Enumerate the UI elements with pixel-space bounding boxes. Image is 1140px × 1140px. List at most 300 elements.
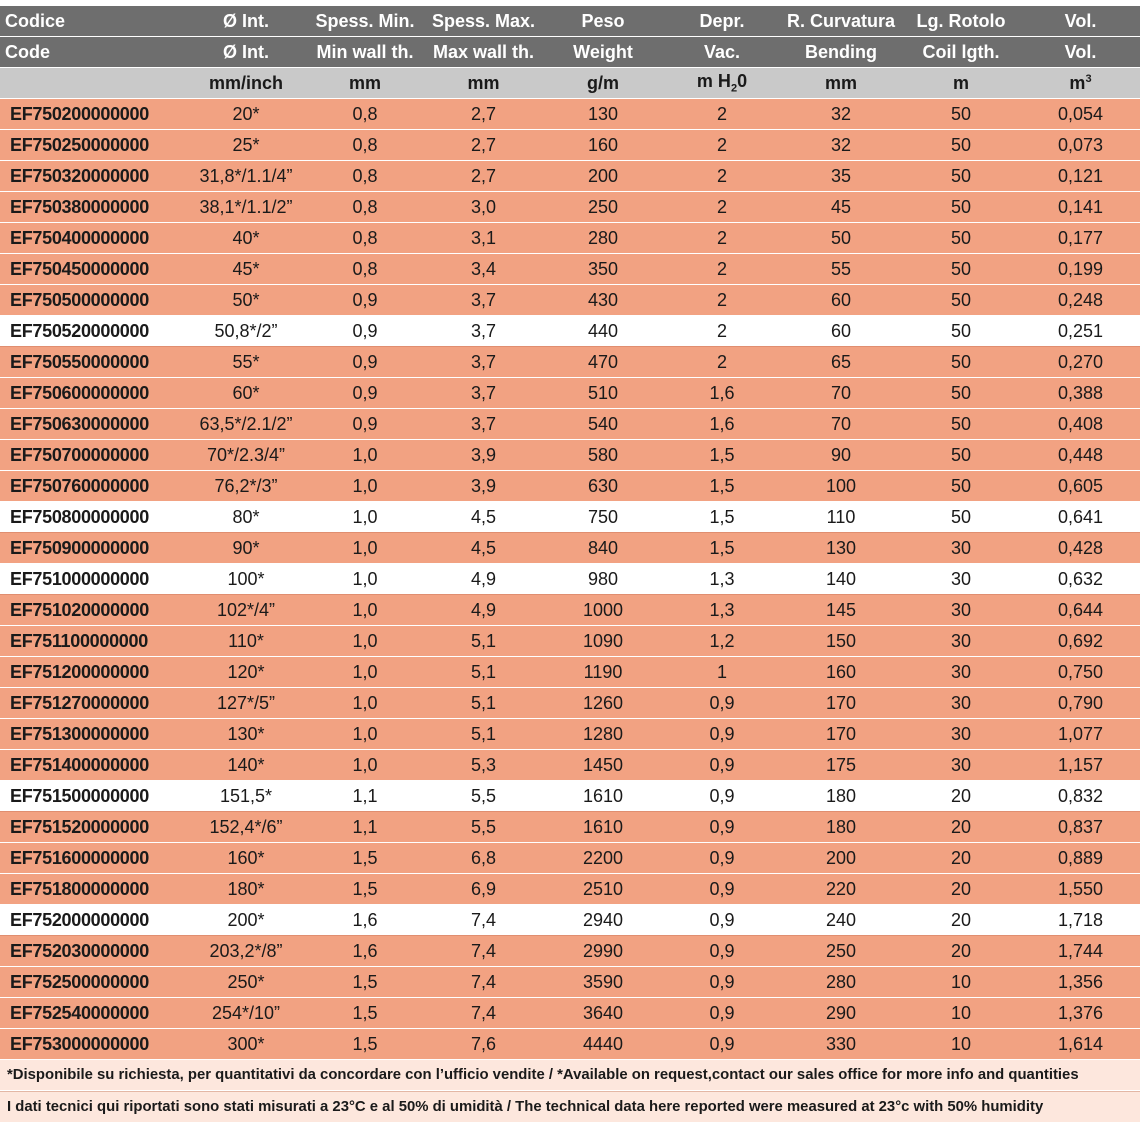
unit-max-wall: mm [424, 68, 543, 99]
cell-vacuum: 1,3 [663, 564, 781, 595]
cell-code: EF752500000000 [0, 967, 186, 998]
cell-volume: 0,832 [1021, 781, 1140, 812]
cell-volume: 0,750 [1021, 657, 1140, 688]
cell-coil-length: 30 [901, 533, 1021, 564]
cell-max-wall: 3,9 [424, 440, 543, 471]
cell-bending: 65 [781, 347, 901, 378]
cell-weight: 840 [543, 533, 663, 564]
header-bending-it: R. Curvatura [781, 6, 901, 37]
cell-max-wall: 3,4 [424, 254, 543, 285]
cell-diameter: 40* [186, 223, 306, 254]
cell-bending: 290 [781, 998, 901, 1029]
cell-coil-length: 20 [901, 812, 1021, 843]
cell-volume: 0,889 [1021, 843, 1140, 874]
cell-min-wall: 1,0 [306, 719, 424, 750]
cell-weight: 1450 [543, 750, 663, 781]
cell-vacuum: 1,5 [663, 440, 781, 471]
cell-coil-length: 30 [901, 750, 1021, 781]
cell-code: EF750200000000 [0, 99, 186, 130]
cell-code: EF751300000000 [0, 719, 186, 750]
cell-min-wall: 1,0 [306, 626, 424, 657]
cell-weight: 1280 [543, 719, 663, 750]
cell-weight: 3590 [543, 967, 663, 998]
cell-code: EF750400000000 [0, 223, 186, 254]
cell-volume: 0,177 [1021, 223, 1140, 254]
cell-coil-length: 10 [901, 1029, 1021, 1060]
cell-min-wall: 0,8 [306, 130, 424, 161]
cell-coil-length: 10 [901, 998, 1021, 1029]
table-row [0, 161, 1140, 192]
cell-vacuum: 1,2 [663, 626, 781, 657]
table-row [0, 564, 1140, 595]
cell-diameter: 160* [186, 843, 306, 874]
footnotes [0, 1060, 1140, 1123]
cell-vacuum: 2 [663, 285, 781, 316]
cell-min-wall: 0,9 [306, 409, 424, 440]
cell-bending: 32 [781, 130, 901, 161]
cell-coil-length: 30 [901, 626, 1021, 657]
cell-coil-length: 30 [901, 688, 1021, 719]
cell-coil-length: 20 [901, 781, 1021, 812]
cell-min-wall: 1,5 [306, 843, 424, 874]
cell-max-wall: 5,5 [424, 781, 543, 812]
cell-diameter: 152,4*/6” [186, 812, 306, 843]
cell-min-wall: 0,8 [306, 192, 424, 223]
cell-diameter: 151,5* [186, 781, 306, 812]
cell-min-wall: 0,9 [306, 347, 424, 378]
cell-weight: 4440 [543, 1029, 663, 1060]
table-row [0, 719, 1140, 750]
cell-volume: 1,744 [1021, 936, 1140, 967]
cell-bending: 45 [781, 192, 901, 223]
table-row [0, 1029, 1140, 1060]
header-coil-en: Coil lgth. [901, 37, 1021, 68]
table-row [0, 502, 1140, 533]
cell-min-wall: 0,8 [306, 161, 424, 192]
table-row [0, 440, 1140, 471]
cell-code: EF750760000000 [0, 471, 186, 502]
table-row [0, 347, 1140, 378]
cell-weight: 510 [543, 378, 663, 409]
cell-weight: 630 [543, 471, 663, 502]
cell-coil-length: 50 [901, 347, 1021, 378]
cell-code: EF752030000000 [0, 936, 186, 967]
cell-bending: 160 [781, 657, 901, 688]
cell-max-wall: 3,9 [424, 471, 543, 502]
header-bending-en: Bending [781, 37, 901, 68]
cell-vacuum: 2 [663, 192, 781, 223]
cell-max-wall: 5,1 [424, 719, 543, 750]
cell-code: EF751200000000 [0, 657, 186, 688]
cell-diameter: 180* [186, 874, 306, 905]
cell-coil-length: 20 [901, 936, 1021, 967]
cell-min-wall: 0,9 [306, 378, 424, 409]
cell-diameter: 203,2*/8” [186, 936, 306, 967]
cell-volume: 0,270 [1021, 347, 1140, 378]
cell-max-wall: 2,7 [424, 130, 543, 161]
cell-bending: 220 [781, 874, 901, 905]
cell-min-wall: 1,0 [306, 502, 424, 533]
header-min-wall-en: Min wall th. [306, 37, 424, 68]
cell-bending: 70 [781, 378, 901, 409]
cell-code: EF750700000000 [0, 440, 186, 471]
cell-volume: 0,121 [1021, 161, 1140, 192]
cell-bending: 35 [781, 161, 901, 192]
cell-vacuum: 0,9 [663, 936, 781, 967]
cell-volume: 0,248 [1021, 285, 1140, 316]
cell-min-wall: 1,6 [306, 936, 424, 967]
cell-volume: 1,356 [1021, 967, 1140, 998]
cell-bending: 170 [781, 719, 901, 750]
cell-bending: 32 [781, 99, 901, 130]
cell-max-wall: 2,7 [424, 99, 543, 130]
cell-volume: 0,448 [1021, 440, 1140, 471]
cell-weight: 440 [543, 316, 663, 347]
cell-min-wall: 1,1 [306, 781, 424, 812]
cell-min-wall: 1,5 [306, 1029, 424, 1060]
cell-vacuum: 0,9 [663, 719, 781, 750]
table-row [0, 936, 1140, 967]
cell-vacuum: 1,6 [663, 378, 781, 409]
cell-max-wall: 4,5 [424, 533, 543, 564]
cell-max-wall: 5,1 [424, 657, 543, 688]
cell-vacuum: 2 [663, 223, 781, 254]
table-row [0, 781, 1140, 812]
cell-vacuum: 0,9 [663, 998, 781, 1029]
cell-max-wall: 4,9 [424, 564, 543, 595]
table-body [0, 99, 1140, 1060]
cell-code: EF750500000000 [0, 285, 186, 316]
cell-coil-length: 50 [901, 502, 1021, 533]
cell-diameter: 90* [186, 533, 306, 564]
cell-coil-length: 30 [901, 719, 1021, 750]
cell-min-wall: 1,0 [306, 533, 424, 564]
cell-volume: 1,157 [1021, 750, 1140, 781]
cell-bending: 240 [781, 905, 901, 936]
cell-coil-length: 30 [901, 595, 1021, 626]
cell-weight: 200 [543, 161, 663, 192]
unit-vacuum-sub: 2 [730, 82, 738, 95]
unit-vacuum-suffix: 0 [737, 71, 748, 92]
cell-min-wall: 1,0 [306, 750, 424, 781]
spec-table [0, 6, 1140, 1060]
cell-max-wall: 7,4 [424, 905, 543, 936]
cell-vacuum: 1,3 [663, 595, 781, 626]
cell-weight: 2510 [543, 874, 663, 905]
unit-bending: mm [781, 68, 901, 99]
cell-max-wall: 3,0 [424, 192, 543, 223]
cell-vacuum: 2 [663, 99, 781, 130]
table-row [0, 998, 1140, 1029]
unit-code [0, 68, 186, 99]
cell-weight: 130 [543, 99, 663, 130]
cell-diameter: 254*/10” [186, 998, 306, 1029]
cell-max-wall: 7,4 [424, 967, 543, 998]
cell-coil-length: 50 [901, 223, 1021, 254]
header-min-wall-it: Spess. Min. [306, 6, 424, 37]
cell-diameter: 140* [186, 750, 306, 781]
cell-volume: 0,632 [1021, 564, 1140, 595]
cell-max-wall: 6,8 [424, 843, 543, 874]
cell-coil-length: 50 [901, 409, 1021, 440]
cell-weight: 430 [543, 285, 663, 316]
cell-bending: 170 [781, 688, 901, 719]
cell-bending: 55 [781, 254, 901, 285]
cell-code: EF750800000000 [0, 502, 186, 533]
cell-volume: 0,790 [1021, 688, 1140, 719]
cell-bending: 140 [781, 564, 901, 595]
cell-volume: 0,428 [1021, 533, 1140, 564]
cell-diameter: 102*/4” [186, 595, 306, 626]
cell-code: EF751520000000 [0, 812, 186, 843]
table-row [0, 595, 1140, 626]
cell-bending: 100 [781, 471, 901, 502]
cell-coil-length: 50 [901, 130, 1021, 161]
unit-vacuum-prefix: m H [696, 71, 731, 92]
unit-vacuum [663, 68, 781, 99]
cell-coil-length: 50 [901, 254, 1021, 285]
header-max-wall-en: Max wall th. [424, 37, 543, 68]
cell-min-wall: 1,0 [306, 657, 424, 688]
cell-bending: 330 [781, 1029, 901, 1060]
cell-max-wall: 4,9 [424, 595, 543, 626]
cell-max-wall: 2,7 [424, 161, 543, 192]
unit-diameter: mm/inch [186, 68, 306, 99]
cell-diameter: 200* [186, 905, 306, 936]
header-row-units [0, 68, 1140, 99]
cell-code: EF750320000000 [0, 161, 186, 192]
header-row-italian [0, 6, 1140, 37]
cell-diameter: 60* [186, 378, 306, 409]
cell-diameter: 110* [186, 626, 306, 657]
cell-max-wall: 7,6 [424, 1029, 543, 1060]
cell-coil-length: 30 [901, 564, 1021, 595]
cell-weight: 160 [543, 130, 663, 161]
cell-diameter: 76,2*/3” [186, 471, 306, 502]
cell-volume: 0,251 [1021, 316, 1140, 347]
cell-coil-length: 50 [901, 192, 1021, 223]
cell-volume: 0,408 [1021, 409, 1140, 440]
table-row [0, 967, 1140, 998]
cell-vacuum: 0,9 [663, 781, 781, 812]
cell-max-wall: 3,1 [424, 223, 543, 254]
header-coil-it: Lg. Rotolo [901, 6, 1021, 37]
cell-vacuum: 0,9 [663, 905, 781, 936]
cell-weight: 580 [543, 440, 663, 471]
cell-coil-length: 50 [901, 285, 1021, 316]
cell-bending: 60 [781, 316, 901, 347]
cell-coil-length: 50 [901, 99, 1021, 130]
cell-vacuum: 0,9 [663, 874, 781, 905]
cell-volume: 0,388 [1021, 378, 1140, 409]
cell-min-wall: 1,0 [306, 440, 424, 471]
cell-diameter: 80* [186, 502, 306, 533]
table-row [0, 378, 1140, 409]
cell-bending: 180 [781, 812, 901, 843]
cell-max-wall: 5,1 [424, 688, 543, 719]
cell-diameter: 300* [186, 1029, 306, 1060]
cell-vacuum: 2 [663, 254, 781, 285]
cell-diameter: 20* [186, 99, 306, 130]
cell-min-wall: 1,5 [306, 967, 424, 998]
table-row [0, 843, 1140, 874]
cell-code: EF752540000000 [0, 998, 186, 1029]
cell-volume: 0,641 [1021, 502, 1140, 533]
cell-max-wall: 7,4 [424, 998, 543, 1029]
cell-vacuum: 2 [663, 130, 781, 161]
cell-diameter: 63,5*/2.1/2” [186, 409, 306, 440]
cell-code: EF750250000000 [0, 130, 186, 161]
cell-coil-length: 20 [901, 905, 1021, 936]
table-row [0, 626, 1140, 657]
cell-bending: 110 [781, 502, 901, 533]
table-row [0, 812, 1140, 843]
table-header [0, 6, 1140, 99]
cell-diameter: 127*/5” [186, 688, 306, 719]
table-row [0, 223, 1140, 254]
cell-vacuum: 0,9 [663, 843, 781, 874]
cell-max-wall: 3,7 [424, 347, 543, 378]
header-vacuum-it: Depr. [663, 6, 781, 37]
cell-volume: 0,644 [1021, 595, 1140, 626]
cell-vacuum: 2 [663, 316, 781, 347]
header-code-it: Codice [0, 6, 186, 37]
cell-min-wall: 0,9 [306, 316, 424, 347]
cell-weight: 350 [543, 254, 663, 285]
cell-min-wall: 1,1 [306, 812, 424, 843]
cell-weight: 1000 [543, 595, 663, 626]
product-spec-sheet [0, 6, 1140, 1123]
cell-min-wall: 1,0 [306, 688, 424, 719]
cell-coil-length: 30 [901, 657, 1021, 688]
cell-bending: 175 [781, 750, 901, 781]
cell-code: EF750450000000 [0, 254, 186, 285]
cell-vacuum: 0,9 [663, 688, 781, 719]
cell-bending: 130 [781, 533, 901, 564]
cell-coil-length: 20 [901, 843, 1021, 874]
cell-diameter: 38,1*/1.1/2” [186, 192, 306, 223]
cell-vacuum: 0,9 [663, 750, 781, 781]
cell-weight: 1610 [543, 812, 663, 843]
cell-code: EF751270000000 [0, 688, 186, 719]
cell-code: EF750900000000 [0, 533, 186, 564]
cell-diameter: 120* [186, 657, 306, 688]
cell-diameter: 70*/2.3/4” [186, 440, 306, 471]
header-vacuum-en: Vac. [663, 37, 781, 68]
header-max-wall-it: Spess. Max. [424, 6, 543, 37]
cell-weight: 2200 [543, 843, 663, 874]
cell-diameter: 250* [186, 967, 306, 998]
cell-bending: 250 [781, 936, 901, 967]
table-row [0, 285, 1140, 316]
cell-code: EF753000000000 [0, 1029, 186, 1060]
cell-code: EF750550000000 [0, 347, 186, 378]
cell-weight: 2990 [543, 936, 663, 967]
cell-weight: 2940 [543, 905, 663, 936]
table-row [0, 874, 1140, 905]
footnote-test-conditions: I dati tecnici qui riportati sono stati misurati a 23°C e al 50% di umidità / The technical data here reported were measured at 23°c with 50% humidity [0, 1091, 1140, 1123]
table-row [0, 905, 1140, 936]
table-row [0, 750, 1140, 781]
table-row [0, 657, 1140, 688]
cell-code: EF751500000000 [0, 781, 186, 812]
cell-min-wall: 0,8 [306, 99, 424, 130]
header-volume-it: Vol. [1021, 6, 1140, 37]
cell-weight: 1610 [543, 781, 663, 812]
cell-coil-length: 50 [901, 161, 1021, 192]
cell-code: EF751600000000 [0, 843, 186, 874]
cell-max-wall: 3,7 [424, 378, 543, 409]
cell-min-wall: 1,0 [306, 595, 424, 626]
cell-bending: 90 [781, 440, 901, 471]
cell-weight: 750 [543, 502, 663, 533]
unit-weight: g/m [543, 68, 663, 99]
cell-vacuum: 1,6 [663, 409, 781, 440]
cell-volume: 0,141 [1021, 192, 1140, 223]
cell-coil-length: 50 [901, 316, 1021, 347]
cell-coil-length: 20 [901, 874, 1021, 905]
table-row [0, 99, 1140, 130]
cell-bending: 200 [781, 843, 901, 874]
cell-max-wall: 3,7 [424, 409, 543, 440]
footnote-availability: *Disponibile su richiesta, per quantitativi da concordare con l’ufficio vendite / *Available on request,contact our sales office for more info and quantities [0, 1060, 1140, 1091]
header-volume-en: Vol. [1021, 37, 1140, 68]
cell-bending: 60 [781, 285, 901, 316]
header-diameter-it: Ø Int. [186, 6, 306, 37]
cell-weight: 470 [543, 347, 663, 378]
table-row [0, 316, 1140, 347]
cell-bending: 145 [781, 595, 901, 626]
header-weight-it: Peso [543, 6, 663, 37]
cell-min-wall: 1,5 [306, 874, 424, 905]
cell-vacuum: 1,5 [663, 533, 781, 564]
cell-volume: 0,054 [1021, 99, 1140, 130]
cell-volume: 0,073 [1021, 130, 1140, 161]
table-row [0, 688, 1140, 719]
table-row [0, 409, 1140, 440]
cell-volume: 0,605 [1021, 471, 1140, 502]
cell-max-wall: 6,9 [424, 874, 543, 905]
cell-code: EF751000000000 [0, 564, 186, 595]
cell-code: EF750630000000 [0, 409, 186, 440]
cell-max-wall: 5,1 [424, 626, 543, 657]
cell-bending: 180 [781, 781, 901, 812]
unit-min-wall: mm [306, 68, 424, 99]
cell-volume: 0,837 [1021, 812, 1140, 843]
table-row [0, 192, 1140, 223]
cell-max-wall: 5,5 [424, 812, 543, 843]
cell-volume: 0,692 [1021, 626, 1140, 657]
cell-weight: 1090 [543, 626, 663, 657]
cell-max-wall: 3,7 [424, 316, 543, 347]
cell-vacuum: 0,9 [663, 967, 781, 998]
cell-code: EF751100000000 [0, 626, 186, 657]
cell-vacuum: 2 [663, 347, 781, 378]
cell-coil-length: 50 [901, 440, 1021, 471]
cell-weight: 980 [543, 564, 663, 595]
cell-min-wall: 0,8 [306, 223, 424, 254]
cell-diameter: 50,8*/2” [186, 316, 306, 347]
table-row [0, 130, 1140, 161]
cell-code: EF751400000000 [0, 750, 186, 781]
cell-diameter: 100* [186, 564, 306, 595]
cell-volume: 1,077 [1021, 719, 1140, 750]
cell-min-wall: 1,5 [306, 998, 424, 1029]
cell-code: EF751020000000 [0, 595, 186, 626]
cell-weight: 1260 [543, 688, 663, 719]
cell-code: EF750520000000 [0, 316, 186, 347]
cell-weight: 540 [543, 409, 663, 440]
